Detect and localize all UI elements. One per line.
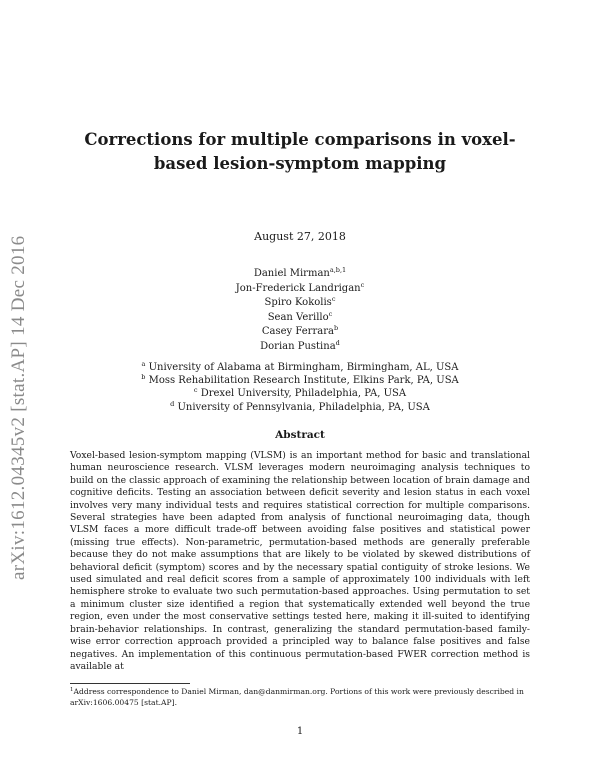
author-affiliation-marker: c — [331, 295, 336, 304]
paper-date: August 27, 2018 — [254, 230, 346, 243]
abstract-heading: Abstract — [275, 429, 325, 441]
author-name: Sean Verillo — [267, 311, 329, 323]
affiliation-entry — [0, 374, 600, 387]
affiliation-text: University of Alabama at Birmingham, Birmingham, AL, USA — [148, 362, 459, 373]
footnote-rule — [70, 683, 190, 684]
arxiv-identifier-stamp: arXiv:1612.04345v2 [stat.AP] 14 Dec 2016 — [8, 235, 29, 580]
author-entry — [0, 267, 600, 282]
affiliation-marker: d — [170, 399, 175, 408]
affiliation-marker: b — [141, 373, 146, 382]
author-entry — [0, 340, 600, 355]
affiliation-entry — [0, 401, 600, 414]
footnote-text: Address correspondence to Daniel Mirman, dan@danmirman.org. Portions of this work were previously described in arXiv:1606.00475 [stat.AP]. — [70, 687, 524, 707]
page-number: 1 — [296, 726, 304, 737]
affiliation-marker: a — [141, 360, 146, 368]
author-entry — [0, 311, 600, 326]
author-entry — [0, 325, 600, 340]
author-name: Daniel Mirman — [253, 268, 330, 279]
paper-title: Corrections for multiple comparisons in voxel-based lesion-symptom mapping — [84, 130, 516, 173]
author-name: Casey Ferrara — [261, 326, 334, 338]
author-entry — [0, 296, 600, 311]
author-name: Jon-Frederick Landrigan — [235, 282, 361, 294]
affiliation-entry — [0, 361, 600, 374]
affiliation-text: Moss Rehabilitation Research Institute, Elkins Park, PA, USA — [148, 375, 459, 387]
author-entry — [0, 282, 600, 297]
author-name: Dorian Pustina — [260, 340, 336, 352]
author-affiliation-marker: c — [328, 309, 333, 318]
footnote — [70, 686, 530, 708]
affiliation-text: Drexel University, Philadelphia, PA, USA — [200, 388, 407, 400]
author-affiliation-marker: c — [360, 280, 365, 289]
author-list — [0, 267, 600, 355]
author-affiliation-marker: d — [335, 338, 340, 347]
affiliation-entry — [0, 387, 600, 400]
abstract-body: Voxel-based lesion-symptom mapping (VLSM) is an important method for basic and translational human neuroscience research. VLSM leverages modern neuroimaging analysis techniques to build on the classic approach of examining the relationship between location of brain damage and cognitive deficits. Testing an association between deficit severity and lesion status in each voxel involves very many individual tests and requires statistical correction for multiple comparisons. Several strategies have been adapted from analysis of functional neuroimaging data, though VLSM faces a more difficult trade-off between avoiding false positives and statistical power (missing true effects). Non-parametric, permutation-based methods are generally preferable because they do not make assumptions that are likely to be violated by skewed distributions of behavioral deficit (symptom) scores and by the necessary spatial contiguity of stroke lesions. We used simulated and real deficit scores from a sample of approximately 100 individuals with left hemisphere stroke to evaluate two such permutation-based approaches. Using permutation to set a minimum cluster size identified a region that systematically extended well beyond the true region, even under the most conservative settings tested here, making it ill-suited to identifying brain-behavior relationships. In contrast, generalizing the standard permutation-based family-wise error correction approach provided a principled way to balance false positives and false negatives. An implementation of this continuous permutation-based FWER correction method is available at — [70, 450, 530, 672]
author-name: Spiro Kokolis — [264, 297, 332, 309]
affiliation-text: University of Pennsylvania, Philadelphia, PA, USA — [177, 401, 430, 413]
author-affiliation-marker: b — [333, 324, 339, 333]
affiliation-marker: c — [193, 386, 198, 395]
author-affiliation-marker: a,b,1 — [329, 266, 347, 274]
affiliation-list — [0, 361, 600, 414]
footnote-marker: 1 — [70, 687, 74, 693]
